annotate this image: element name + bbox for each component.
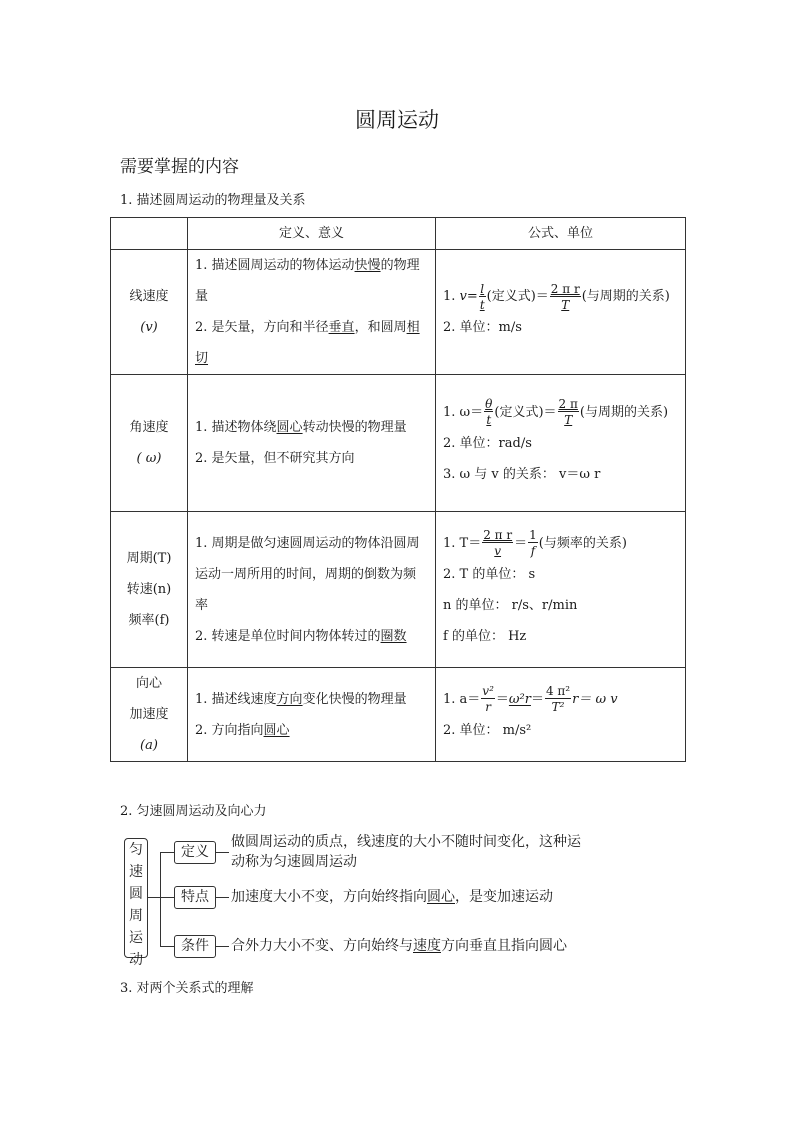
description-text: 加速度大小不变，方向始终指向 (231, 889, 427, 905)
fraction: $\frac{l}{t}$ (479, 281, 485, 312)
definition-cell (188, 250, 436, 375)
table-row (111, 668, 686, 762)
definition-text: 2. 方向指向 (195, 722, 264, 738)
diagram-description (231, 887, 611, 907)
quantity-symbol: ( ω) (136, 451, 162, 466)
keyword: 快慢 (354, 258, 381, 273)
keyword: 垂直 (328, 320, 355, 335)
section1-heading: 1. 描述圆周运动的物理量及关系 (120, 193, 306, 208)
description-text: 方向垂直且指向圆心 (441, 938, 567, 954)
formula-cell (436, 375, 686, 512)
formula-unit: 2. 单位：m/s (443, 320, 522, 335)
definition-text: 2. 是矢量，但不研究其方向 (195, 451, 355, 466)
formula-text: (与周期的关系) (579, 404, 669, 420)
quantity-name: 转速(n) (126, 582, 172, 597)
connector-line (216, 946, 229, 947)
fraction: $\frac{1}{f}$ (529, 528, 537, 558)
quantity-name: 向心 (135, 676, 162, 691)
quantity-name-cell (111, 512, 188, 668)
fraction: $\frac{2 \pi}{T}$ (558, 397, 578, 427)
formula-text: ω²r (508, 691, 531, 707)
definition-cell (188, 512, 436, 668)
diagram-root-box (124, 838, 148, 968)
quantity-symbol: (v) (140, 320, 158, 335)
section3-heading: 3. 对两个关系式的理解 (120, 981, 254, 996)
root-char: 圆 (129, 886, 143, 902)
formula-text: 1. (443, 289, 460, 304)
diagram-description (231, 936, 611, 956)
formula-text: = (466, 289, 478, 304)
quantity-name-cell (111, 250, 188, 375)
header-cell-definition: 定义、意义 (188, 218, 436, 250)
bracket-line (160, 852, 161, 946)
tag-feature: 特点 (174, 886, 216, 909)
definition-text: 的物理量 (195, 258, 420, 304)
header-cell-empty (111, 218, 188, 250)
table-row (111, 250, 686, 375)
formula-unit: 2. T 的单位： s (443, 566, 536, 582)
fraction: $\frac{\text{v²}}{r}$ (482, 684, 494, 714)
root-char: 动 (129, 952, 143, 968)
formula-text: ＝ (495, 691, 509, 707)
root-char: 匀 (129, 842, 143, 858)
quantity-name-cell (111, 668, 188, 762)
formula-unit: 2. 单位：rad/s (443, 435, 532, 451)
formula-cell (436, 512, 686, 668)
keyword: 圈数 (380, 628, 407, 644)
definition-text: 转动快慢的物理量 (302, 420, 407, 435)
formula-text: (定义式)＝ (486, 289, 549, 304)
table-row (111, 512, 686, 668)
definition-text: 1. 周期是做匀速圆周运动的物体沿圆周运动一周所用的时间，周期的倒数为频率 (195, 535, 420, 613)
keyword: 相切 (195, 320, 420, 366)
page-title: 圆周运动 (355, 108, 439, 132)
quantity-name: 角速度 (129, 420, 169, 435)
tag-condition: 条件 (174, 935, 216, 958)
formula-text: (与频率的关系) (538, 535, 627, 551)
keyword: 方向 (276, 691, 303, 707)
formula-cell (436, 250, 686, 375)
formula-relation: 3. ω 与 v 的关系： v＝ω r (443, 466, 601, 482)
fraction: $\frac{\text{4 π²}}{\text{T²}}$ (545, 684, 571, 714)
definition-text: 1. 描述线速度 (195, 691, 277, 707)
formula-text: 1. ω＝ (443, 404, 484, 420)
keyword: 速度 (413, 938, 441, 954)
definition-cell (188, 668, 436, 762)
formula-unit: n 的单位： r/s、r/min (443, 597, 578, 613)
table-row (111, 375, 686, 512)
connector-line (160, 852, 174, 853)
fraction: $\frac{\text{2 π r}}{v}$ (483, 528, 513, 558)
formula-text: (与周期的关系) (581, 289, 670, 304)
quantity-name-cell (111, 375, 188, 512)
connector-line (216, 852, 229, 853)
definition-text: 2. 是矢量，方向和半径 (195, 320, 329, 335)
formula-text: ＝ (530, 691, 544, 707)
keyword: 圆心 (427, 889, 455, 905)
quantity-name: 周期(T) (126, 551, 172, 566)
definition-text: ，和圆周 (354, 320, 407, 335)
connector-line (216, 897, 229, 898)
definition-text: 1. 描述物体绕 (195, 420, 277, 435)
description-text: 合外力大小不变、方向始终与 (231, 938, 413, 954)
formula-text: (定义式)＝ (494, 404, 557, 420)
definition-text: 1. 描述圆周运动的物体运动 (195, 258, 355, 273)
formula-unit: 2. 单位： m/s² (443, 722, 532, 738)
definition-text: 变化快慢的物理量 (302, 691, 407, 707)
formula-text: ＝ (514, 535, 528, 551)
formula-cell (436, 668, 686, 762)
header-cell-formula: 公式、单位 (436, 218, 686, 250)
section2-heading: 2. 匀速圆周运动及向心力 (120, 804, 267, 819)
root-char: 速 (129, 864, 143, 880)
formula-text: 1. T＝ (443, 535, 482, 551)
keyword: 圆心 (276, 420, 303, 435)
quantity-name: 线速度 (129, 289, 169, 304)
table-header-row (111, 218, 686, 250)
description-text: 做圆周运动的质点，线速度的大小不随时间变化，这种运动称为匀速圆周运动 (231, 834, 581, 870)
fraction: $\frac{\theta}{t}$ (485, 397, 493, 427)
root-char: 运 (129, 930, 143, 946)
fraction: $\frac{\text{2 π r}}{T}$ (550, 281, 580, 312)
description-text: ，是变加速运动 (455, 889, 553, 905)
quantities-table (110, 217, 686, 762)
diagram-description (231, 832, 591, 872)
quantity-name: 频率(f) (128, 613, 170, 628)
definition-text: 2. 转速是单位时间内物体转过的 (195, 628, 381, 644)
formula-text: r＝ ω v (572, 691, 618, 707)
connector-line (148, 897, 160, 898)
quantity-symbol: (a) (140, 738, 158, 753)
connector-line (160, 946, 174, 947)
connector-line (160, 897, 174, 898)
section-heading: 需要掌握的内容 (120, 157, 239, 177)
quantity-name: 加速度 (129, 707, 169, 722)
keyword: 圆心 (263, 722, 290, 738)
definition-cell (188, 375, 436, 512)
root-char: 周 (129, 908, 143, 924)
formula-symbol: v (459, 289, 467, 304)
formula-text: 1. a＝ (443, 691, 481, 707)
tag-definition: 定义 (174, 841, 216, 864)
formula-unit: f 的单位： Hz (443, 628, 527, 644)
